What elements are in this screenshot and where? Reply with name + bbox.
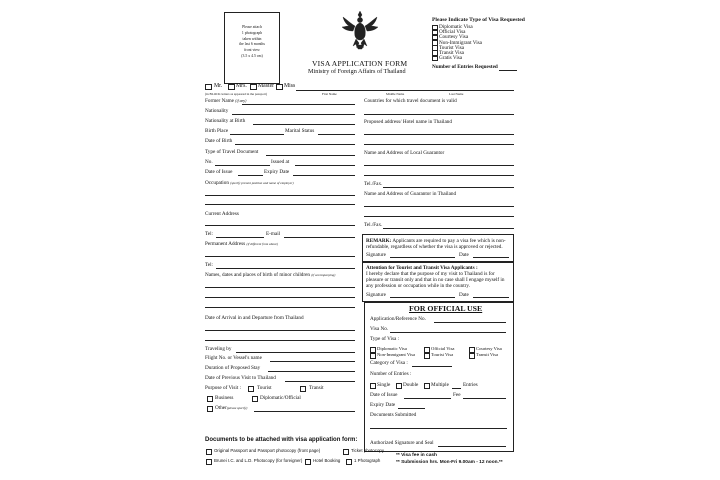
documents-heading: Documents to be attached with visa application form: xyxy=(205,437,358,443)
proposed-address-label: Proposed address/ Hotel name in Thailand xyxy=(364,119,452,125)
attention-text-2: pleasure or transit only and that in no case shall I engage myself in xyxy=(366,277,505,283)
remark-box xyxy=(362,234,514,262)
current-address-field-1[interactable] xyxy=(205,225,355,226)
minor-children-field-1[interactable] xyxy=(205,287,355,288)
attention-text-1: I hereby declare that the purpose of my visit to Thailand is for xyxy=(366,271,495,277)
attention-signature-label: Signature xyxy=(366,292,386,298)
occupation-field-1[interactable] xyxy=(205,195,355,196)
authorized-signature-label: Authorized Signature and Seal xyxy=(370,440,434,446)
flight-no-label: Flight No. or Vessel's name xyxy=(205,355,262,361)
marital-status-label: Marital Status xyxy=(285,128,315,134)
tel-label: Tel: xyxy=(205,231,213,237)
arrival-departure-field-2[interactable] xyxy=(205,340,355,341)
doc-passport-checkbox[interactable] xyxy=(206,449,212,455)
entries-label: Entries xyxy=(463,382,478,388)
doc-brunei-ic-checkbox[interactable] xyxy=(206,459,212,465)
entries-count-field[interactable] xyxy=(452,388,461,389)
guarantor-thailand-field-1[interactable] xyxy=(364,206,514,207)
expiry-date-field[interactable] xyxy=(293,175,355,176)
date-of-birth-field[interactable] xyxy=(235,144,355,145)
duration-label: Duration of Proposed Stay xyxy=(205,365,261,371)
remark-text-2: refundable, regardless of whether the visa is approved or rejected. xyxy=(366,244,503,250)
fee-label: Fee xyxy=(453,392,461,398)
travel-document-field[interactable] xyxy=(266,155,355,156)
tel2-label: Tel: xyxy=(205,262,213,268)
doc-ticket-label: Ticket photocopy xyxy=(351,448,385,453)
attention-date-field[interactable] xyxy=(473,297,509,298)
occupation-label: Occupation (specify present position and name of employer) xyxy=(205,180,294,186)
photo-box xyxy=(224,12,280,84)
title-master-label: Master xyxy=(258,83,275,89)
photo-line: taken within xyxy=(242,36,262,41)
visa-no-label: Visa No. xyxy=(370,326,389,332)
proposed-address-field-2[interactable] xyxy=(364,144,514,145)
photo-line: front view xyxy=(244,48,260,53)
previous-visit-field[interactable] xyxy=(285,381,355,382)
photo-line: (3.5 x 4.5 cm) xyxy=(241,53,263,58)
entry-single-label: Single xyxy=(377,382,391,388)
visa-option-label: Tourist Visa xyxy=(439,44,465,51)
purpose-other-field[interactable] xyxy=(254,411,355,412)
remark-date-field[interactable] xyxy=(473,257,509,258)
nationality-at-birth-field[interactable] xyxy=(253,124,355,125)
documents-submitted-label: Documents Submitted xyxy=(370,412,417,418)
issued-at-label: Issued at xyxy=(271,159,290,165)
entries-requested-label: Number of Entries Requested xyxy=(432,64,498,70)
entry-single-checkbox[interactable] xyxy=(370,383,376,389)
doc-brunei-ic-label: Brunei I.C. and L.D. Photocopy (for foreigner) xyxy=(214,458,303,463)
visa-option-label: Diplomatic Visa xyxy=(439,24,473,30)
tel2-field[interactable] xyxy=(216,268,355,269)
title-mr-label: Mr. xyxy=(214,83,223,89)
submission-hours-note: ** Submission hrs. Mon-Fri 9.00am - 12 noon.** xyxy=(396,460,503,465)
visa-option-label: Courtesy Visa xyxy=(439,34,469,41)
minor-children-field-2[interactable] xyxy=(205,297,355,298)
email-label: E-mail xyxy=(266,231,281,237)
purpose-other-checkbox[interactable] xyxy=(207,406,213,412)
local-guarantor-label: Name and Address of Local Guarantor xyxy=(364,150,445,156)
first-name-caption: First Name xyxy=(322,92,337,96)
countries-valid-field-1[interactable] xyxy=(364,114,514,115)
visa-option-label: Non-Immigrant Visa xyxy=(439,39,482,46)
miss-checkbox[interactable] xyxy=(276,84,283,90)
official-visa-option: Official Visa xyxy=(431,346,455,351)
title-miss-label: Miss xyxy=(284,83,296,89)
tel-fax2-field[interactable] xyxy=(383,228,514,229)
purpose-other-label: Other(please specify) xyxy=(215,405,248,411)
attention-date-label: Date xyxy=(459,292,469,298)
photo-line: Please attach xyxy=(242,25,262,29)
middle-name-caption: Middle Name xyxy=(386,92,405,96)
purpose-tourist-checkbox[interactable] xyxy=(248,386,254,392)
attention-text-3: any profession or occupation while in the country. xyxy=(366,283,470,289)
countries-valid-label: Countries for which travel document is valid xyxy=(364,98,457,104)
entry-double-checkbox[interactable] xyxy=(396,383,402,389)
master-checkbox[interactable] xyxy=(250,84,257,90)
entry-double-label: Double xyxy=(403,382,419,388)
previous-visit-label: Date of Previous Visit to Thailand xyxy=(205,375,276,381)
arrival-departure-field-1[interactable] xyxy=(205,330,355,331)
remark-date-label: Date xyxy=(459,252,469,258)
doc-passport-label: Original Passport and Passport photocopy (front page) xyxy=(214,448,321,453)
remark-signature-field[interactable] xyxy=(390,257,455,258)
official-type-of-visa-label: Type of Visa : xyxy=(370,336,400,342)
official-visa-option: Non-Immigrant Visa xyxy=(377,352,416,357)
email-field[interactable] xyxy=(284,237,355,238)
attention-heading: Attention for Tourist and Transit Visa Applicants : xyxy=(366,265,478,271)
birth-place-label: Birth Place xyxy=(205,128,229,134)
doc-hotel-label: Hotel Booking xyxy=(313,458,341,463)
block-letters-caption: (in BLOCK letters as appeared in the passport) xyxy=(205,92,267,96)
mrs-checkbox[interactable] xyxy=(228,84,235,90)
attention-box xyxy=(362,262,514,302)
visa-option-label: Gratis Visa xyxy=(439,55,463,62)
local-guarantor-field-1[interactable] xyxy=(364,165,514,166)
purpose-label: Purpose of Visit : xyxy=(205,385,242,391)
minor-children-field-3[interactable] xyxy=(205,307,355,308)
official-transit-checkbox[interactable] xyxy=(469,353,475,359)
birth-place-field[interactable] xyxy=(230,134,284,135)
entries-requested-field[interactable] xyxy=(499,70,517,71)
guarantor-thailand-field-2[interactable] xyxy=(364,216,514,217)
arrival-departure-label: Date of Arrival in and Departure from Thailand xyxy=(205,315,304,321)
photo-line: the last 6 months xyxy=(239,42,265,47)
entry-multiple-label: Multiple xyxy=(431,382,449,388)
official-expiry-date-field[interactable] xyxy=(398,408,425,409)
local-guarantor-field-2[interactable] xyxy=(364,175,514,176)
nationality-field[interactable] xyxy=(232,114,355,115)
purpose-transit-label: Transit xyxy=(309,385,324,391)
permanent-address-field-1[interactable] xyxy=(205,256,355,257)
visa-no-field[interactable] xyxy=(390,332,506,333)
tel-fax-field[interactable] xyxy=(383,187,514,188)
remark-text-1: REMARK: Applicants are required to pay a visa fee which is non- xyxy=(366,238,506,244)
official-visa-option: Diplomatic Visa xyxy=(377,346,407,351)
doc-no-label: No. xyxy=(205,159,213,165)
entry-multiple-checkbox[interactable] xyxy=(424,383,430,389)
authorized-signature-field[interactable] xyxy=(438,446,506,447)
doc-ticket-checkbox[interactable] xyxy=(343,449,349,455)
form-title: VISA APPLICATION FORM xyxy=(312,59,408,68)
occupation-field-2[interactable] xyxy=(205,204,355,205)
purpose-transit-checkbox[interactable] xyxy=(300,386,306,392)
tel-fax2-label: Tel./Fax. xyxy=(364,222,383,228)
minor-children-label: Names, dates and places of birth of minor children (if accompanying) xyxy=(205,272,336,278)
official-expiry-date-label: Expiry Date xyxy=(370,402,396,408)
garuda-emblem-icon xyxy=(340,9,380,51)
category-field[interactable] xyxy=(412,366,452,367)
proposed-address-field-1[interactable] xyxy=(364,134,514,135)
fee-field[interactable] xyxy=(463,398,506,399)
official-non-immigrant-checkbox[interactable] xyxy=(370,353,376,359)
last-name-caption: Last Name xyxy=(449,92,464,96)
official-visa-option: Transit Visa xyxy=(476,352,499,357)
current-address-label: Current Address xyxy=(205,211,239,217)
doc-no-field[interactable] xyxy=(215,165,270,166)
official-visa-option: Courtesy Visa xyxy=(476,346,502,351)
visa-type-heading: Please Indicate Type of Visa Requested xyxy=(432,17,525,23)
former-name-field[interactable] xyxy=(242,104,355,105)
official-use-box xyxy=(364,302,514,452)
official-date-of-issue-field[interactable] xyxy=(404,398,451,399)
marital-status-field[interactable] xyxy=(318,134,355,135)
doc-hotel-checkbox[interactable] xyxy=(305,459,311,465)
travel-document-label: Type of Travel Document xyxy=(205,149,259,155)
category-label: Category of Visa : xyxy=(370,360,408,366)
visa-fee-note: ** Visa fee in cash xyxy=(396,453,437,458)
visa-option-label: Transit Visa xyxy=(439,49,464,56)
expiry-date-label: Expiry Date xyxy=(264,169,290,175)
official-courtesy-checkbox[interactable] xyxy=(469,347,475,353)
traveling-by-label: Traveling by xyxy=(205,346,232,352)
purpose-tourist-label: Tourist xyxy=(257,385,272,391)
application-ref-field[interactable] xyxy=(434,322,506,323)
official-official-checkbox[interactable] xyxy=(424,347,430,353)
title-mrs-label: Mrs. xyxy=(236,83,247,89)
nationality-label: Nationality xyxy=(205,108,229,114)
purpose-business-checkbox[interactable] xyxy=(207,396,213,402)
form-subtitle: Ministry of Foreign Affairs of Thailand xyxy=(308,68,406,75)
documents-submitted-field[interactable] xyxy=(370,428,507,429)
issued-at-field[interactable] xyxy=(295,165,355,166)
official-use-heading: FOR OFFICIAL USE xyxy=(409,304,483,313)
number-of-entries-label: Number of Entries : xyxy=(370,371,412,377)
date-of-issue-label: Date of Issue xyxy=(205,169,233,175)
permanent-address-label: Permanent Address (if different from above) xyxy=(205,241,279,247)
official-date-of-issue-label: Date of Issue xyxy=(370,392,398,398)
mr-checkbox[interactable] xyxy=(205,84,212,90)
former-name-label: Former Name (if any) xyxy=(205,98,247,104)
purpose-diplomatic-checkbox[interactable] xyxy=(252,396,258,402)
tel-field[interactable] xyxy=(216,237,264,238)
official-visa-option: Tourist Visa xyxy=(431,352,454,357)
photo-line: 1 photograph xyxy=(241,30,263,35)
purpose-diplomatic-label: Diplomatic/Official xyxy=(260,395,301,401)
full-name-field[interactable] xyxy=(296,90,514,91)
purpose-business-label: Business xyxy=(215,395,234,401)
traveling-by-field[interactable] xyxy=(236,352,355,353)
flight-no-field[interactable] xyxy=(270,361,355,362)
official-tourist-checkbox[interactable] xyxy=(424,353,430,359)
visa-option-label: Official Visa xyxy=(439,29,466,36)
tel-fax-label: Tel./Fax. xyxy=(364,181,383,187)
remark-signature-label: Signature xyxy=(366,252,386,258)
doc-photo-checkbox[interactable] xyxy=(346,459,352,465)
duration-field[interactable] xyxy=(268,371,355,372)
date-of-birth-label: Date of Birth xyxy=(205,138,233,144)
nationality-at-birth-label: Nationality at Birth xyxy=(205,118,246,124)
official-diplomatic-checkbox[interactable] xyxy=(370,347,376,353)
application-ref-label: Application/Reference No. xyxy=(370,316,426,322)
doc-photo-label: 1 Photograph xyxy=(354,458,381,463)
gratis-visa-checkbox[interactable] xyxy=(432,56,438,62)
attention-signature-field[interactable] xyxy=(390,297,455,298)
date-of-issue-field[interactable] xyxy=(238,175,263,176)
guarantor-thailand-label: Name and Address of Guarantor in Thailand xyxy=(364,191,457,197)
